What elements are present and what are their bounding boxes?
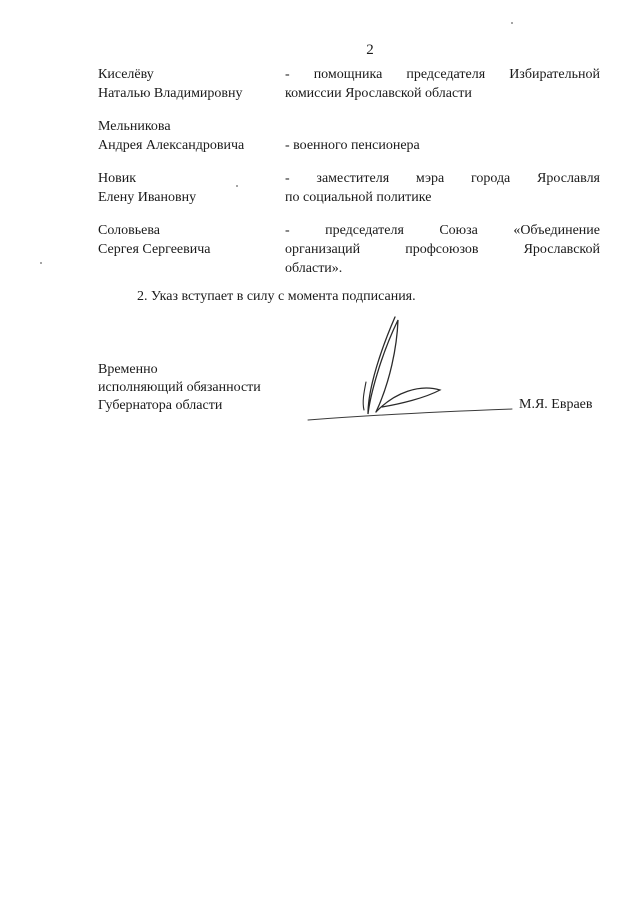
signatory-position-line: исполняющий обязанности [98, 380, 261, 395]
handwritten-signature [300, 312, 520, 427]
signatory-position-line: Губернатора области [98, 398, 223, 413]
member-given-names: Елену Ивановну [98, 190, 197, 205]
member-entry [98, 117, 600, 169]
member-entry [98, 65, 600, 117]
scan-speck [236, 185, 238, 187]
member-position [285, 221, 600, 278]
clause-2: 2. Указ вступает в силу с момента подписания. [137, 289, 416, 304]
member-position-line: по социальной политике [285, 190, 432, 205]
member-name [98, 65, 288, 103]
member-given-names: Андрея Александровича [98, 138, 245, 153]
member-name [98, 117, 288, 155]
member-position-line [285, 117, 600, 136]
member-given-names: Сергея Сергеевича [98, 242, 211, 257]
member-name [98, 169, 288, 207]
member-position-line: - помощника председателя Избирательной [285, 67, 600, 82]
member-position [285, 169, 600, 207]
member-position [285, 65, 600, 103]
member-position-line: организаций профсоюзов Ярославской [285, 242, 600, 257]
member-surname: Соловьева [98, 223, 160, 238]
member-entry [98, 221, 600, 293]
member-position-line: - заместителя мэра города Ярославля [285, 171, 600, 186]
member-surname: Мельникова [98, 119, 171, 134]
member-position-line: - военного пенсионера [285, 138, 420, 153]
member-position [285, 117, 600, 155]
scan-speck [511, 22, 513, 24]
scan-speck [40, 262, 42, 264]
member-position-line: - председателя Союза «Объединение [285, 223, 600, 238]
member-position-line: области». [285, 261, 343, 276]
members-list [98, 65, 600, 293]
member-entry [98, 169, 600, 221]
member-position-line: комиссии Ярославской области [285, 86, 472, 101]
member-name [98, 221, 288, 259]
member-surname: Киселёву [98, 67, 154, 82]
member-given-names: Наталью Владимировну [98, 86, 243, 101]
member-surname: Новик [98, 171, 137, 186]
signatory-position [98, 361, 261, 415]
signer-name: М.Я. Евраев [519, 397, 593, 412]
signatory-position-line: Временно [98, 362, 158, 377]
page-number: 2 [366, 42, 374, 58]
